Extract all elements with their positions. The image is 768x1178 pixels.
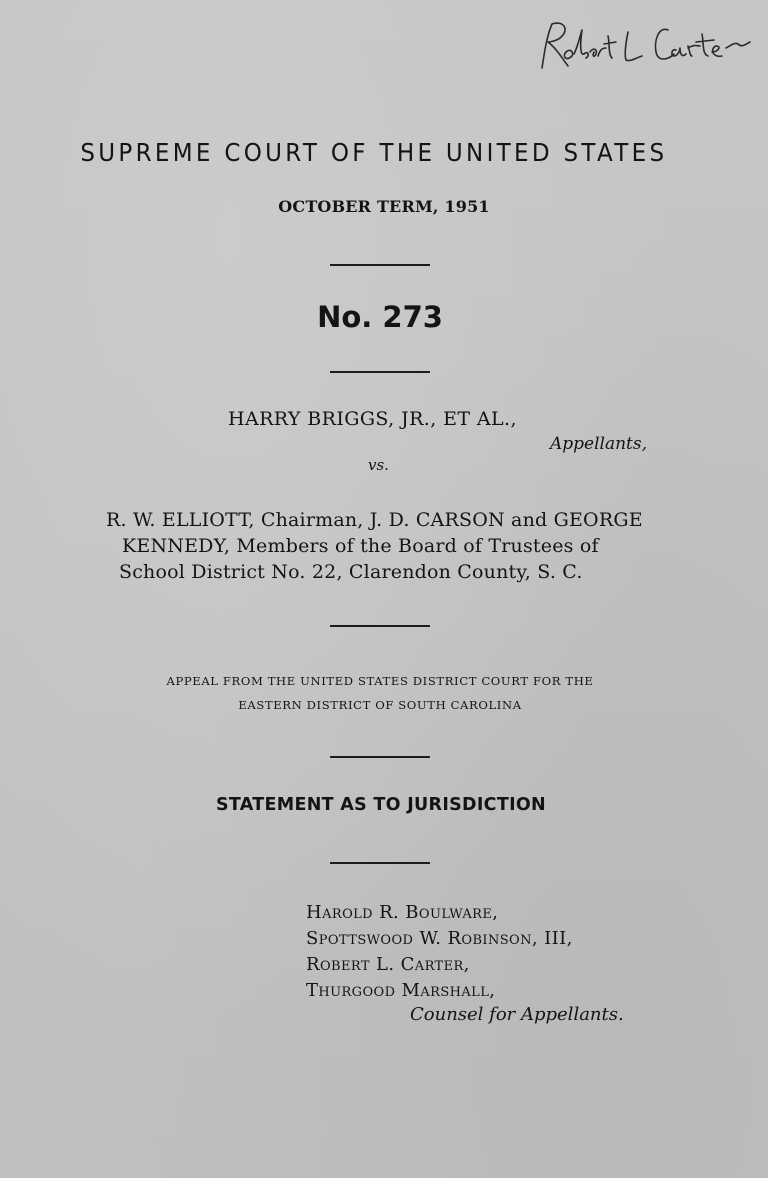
counsel-name: Harold R. Boulware,: [306, 902, 499, 923]
term: OCTOBER TERM, 1951: [278, 197, 490, 216]
document-title: STATEMENT AS TO JURISDICTION: [215, 795, 546, 815]
versus: vs.: [368, 456, 389, 474]
appellees-line: KENNEDY, Members of the Board of Trustees of: [122, 535, 599, 557]
divider: [330, 862, 430, 864]
counsel-list: [306, 900, 573, 1004]
appeal-line: APPEAL FROM THE UNITED STATES DISTRICT COURT FOR THE: [166, 674, 594, 688]
divider: [330, 371, 430, 373]
counsel-role: Counsel for Appellants.: [410, 1004, 624, 1025]
handwritten-signature: [530, 16, 755, 76]
appellants-role: Appellants,: [550, 434, 648, 454]
appellees-line: R. W. ELLIOTT, Chairman, J. D. CARSON and GEORGE: [106, 509, 643, 531]
appellees-block: [106, 507, 666, 585]
case-number: No. 273: [317, 300, 443, 334]
appeal-statement: [0, 669, 768, 717]
court-name: SUPREME COURT OF THE UNITED STATES: [80, 138, 668, 167]
divider: [330, 756, 430, 758]
divider: [330, 264, 430, 266]
counsel-name: Thurgood Marshall,: [306, 980, 496, 1001]
divider: [330, 625, 430, 627]
appellees-line: School District No. 22, Clarendon County, S. C.: [119, 561, 583, 583]
appeal-line: EASTERN DISTRICT OF SOUTH CAROLINA: [238, 698, 522, 712]
appellants-name: HARRY BRIGGS, JR., ET AL.,: [228, 408, 517, 430]
counsel-name: Robert L. Carter,: [306, 954, 470, 975]
counsel-name: Spottswood W. Robinson, III,: [306, 928, 573, 949]
